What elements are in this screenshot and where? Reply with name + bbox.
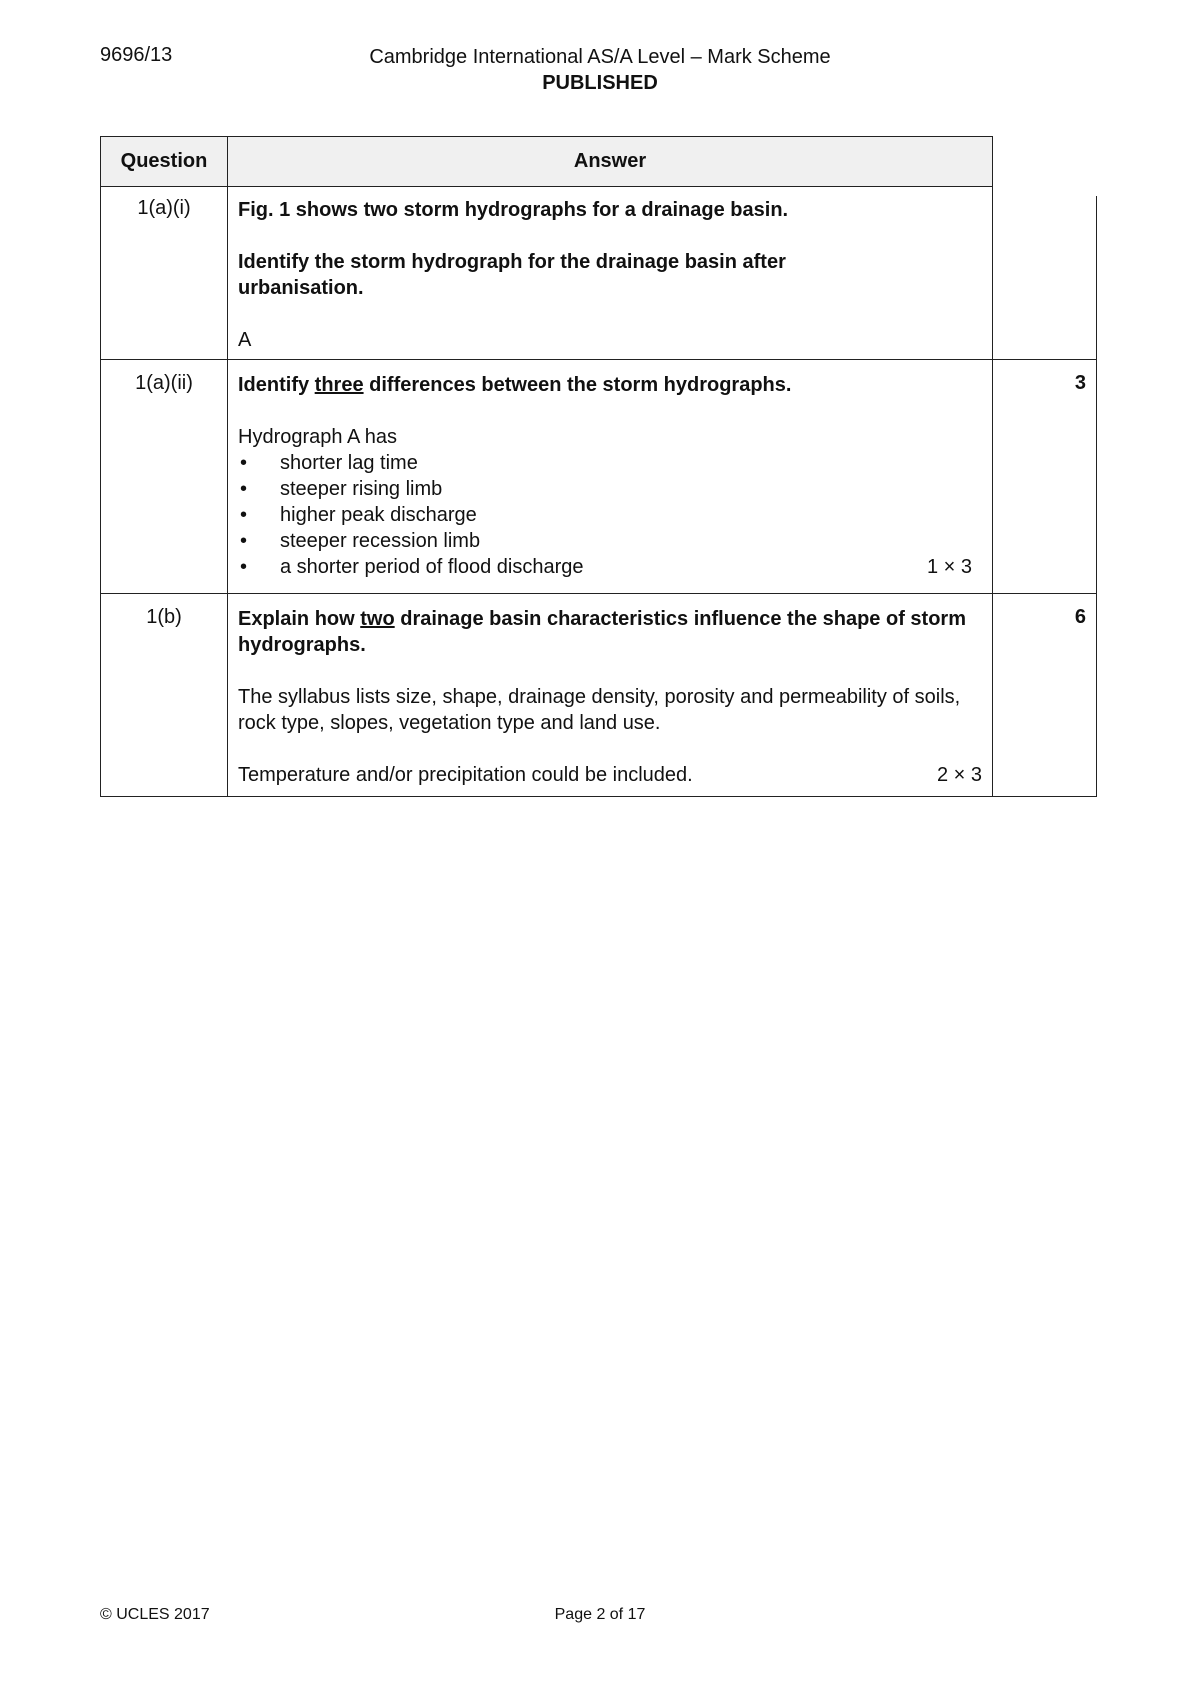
footer-copyright: © UCLES 2017: [100, 1606, 210, 1623]
table-row: [100, 594, 1097, 797]
mark-allocation: 2 × 3: [936, 764, 982, 786]
marks-cell: 3: [993, 360, 1097, 594]
column-header-question: Question: [100, 137, 228, 186]
list-item-text: a shorter period of flood discharge: [280, 556, 584, 578]
prompt-text: drainage basin characteristics influence the shape of storm hydrographs.: [238, 608, 966, 656]
mark-allocation: 1 × 3: [926, 556, 972, 578]
answer-cell: [228, 360, 993, 594]
footer-page-number: Page 2 of 17: [554, 1606, 646, 1623]
column-header-answer: Answer: [228, 137, 993, 186]
question-prompt: Fig. 1 shows two storm hydrographs for a drainage basin.: [238, 199, 789, 221]
question-number: 1(b): [100, 594, 228, 797]
answer-cell: [228, 594, 993, 797]
question-number: 1(a)(i): [100, 185, 228, 360]
question-prompt: [238, 606, 982, 658]
answer-intro: Hydrograph A has: [238, 426, 397, 448]
list-item: [238, 554, 982, 580]
marks-cell: [993, 196, 1097, 360]
header-status: PUBLISHED: [542, 72, 658, 94]
prompt-text: Identify: [238, 374, 315, 396]
table-header: [100, 136, 993, 187]
question-prompt: [238, 372, 982, 398]
prompt-emphasis: three: [314, 374, 364, 396]
page-header: [0, 44, 1190, 96]
list-item: • steeper recession limb: [238, 528, 982, 554]
prompt-text: Explain how: [238, 608, 361, 630]
table-row: [100, 185, 1097, 360]
prompt-text: differences between the storm hydrographs.: [363, 374, 792, 396]
answer-text: [238, 762, 982, 788]
marks-cell: 6: [993, 594, 1097, 797]
question-number: 1(a)(ii): [100, 360, 228, 594]
list-item: • steeper rising limb: [238, 476, 982, 502]
header-code: 9696/13: [100, 44, 173, 66]
list-item: • shorter lag time: [238, 450, 982, 476]
answer-text-line: Temperature and/or precipitation could be included.: [238, 764, 693, 786]
question-prompt: Identify the storm hydrograph for the drainage basin after urbanisation.: [238, 251, 786, 299]
answer-text: A: [238, 329, 252, 351]
answer-cell: [228, 185, 993, 360]
answer-list: [238, 450, 982, 580]
table-row: [100, 360, 1097, 594]
header-title: Cambridge International AS/A Level – Mark Scheme: [369, 46, 831, 68]
prompt-emphasis: two: [360, 608, 395, 630]
answer-text: The syllabus lists size, shape, drainage density, porosity and permeability of soils, rock type, slopes, vegetation type and land use.: [238, 686, 961, 734]
list-item: • higher peak discharge: [238, 502, 982, 528]
